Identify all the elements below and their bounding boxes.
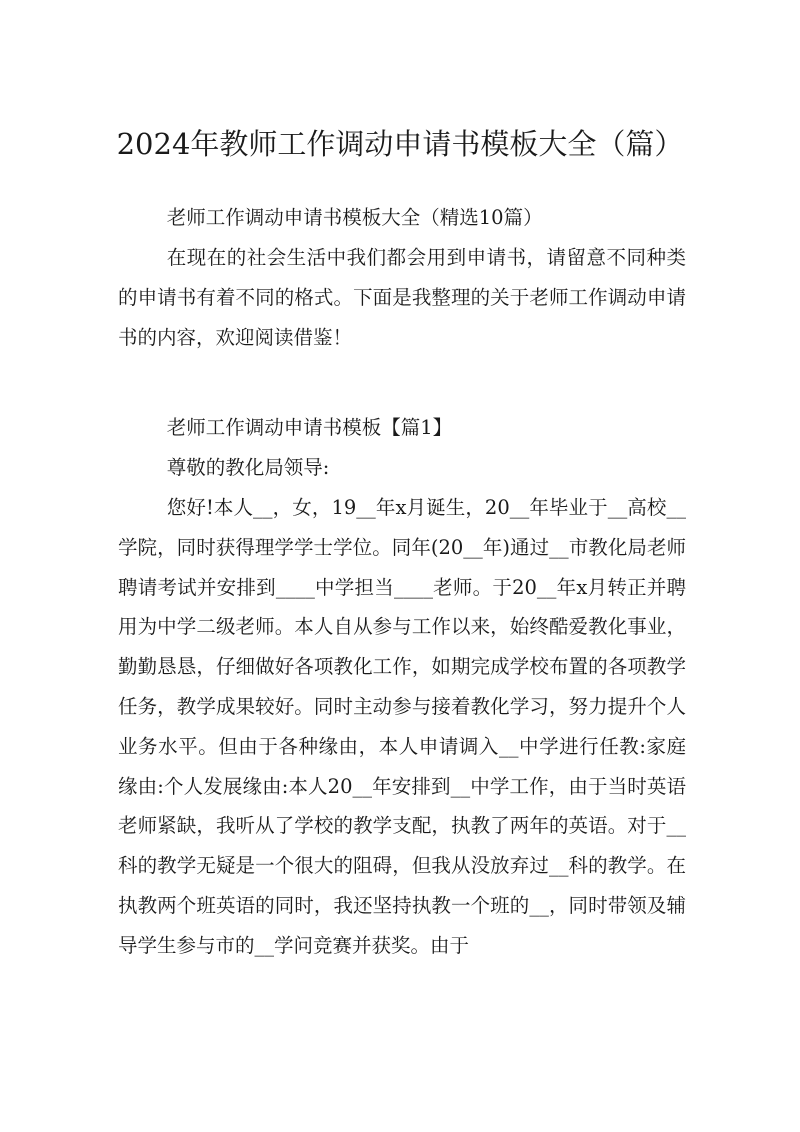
intro-paragraph: 在现在的社会生活中我们都会用到申请书，请留意不同种类的申请书有着不同的格式。下面是我整理的关于老师工作调动申请书的内容，欢迎阅读借鉴！ xyxy=(118,246,686,349)
document-title: 2024年教师工作调动申请书模板大全（篇） xyxy=(116,127,684,161)
salutation: 尊敬的教化局领导: xyxy=(166,456,330,479)
body-paragraph: 您好!本人__，女，19__年x月诞生，20__年毕业于__高校__学院，同时获得理学学士学位。同年(20__年)通过__市教化局老师聘请考试并安排到____中学担当____老师。于20__年x月转正并聘用为中学二级老师。本人自从参与工作以来，始终酷爱教化事业，勤勤恳恳，仔细做好各项教化工作，如期完成学校布置的各项教学任务，教学成果较好。同时主动参与接着教化学习，努力提升个人业务水平。但由于各种缘由，本人申请调入__中学进行任教:家庭缘由:个人发展缘由:本人20__年安排到__中学工作，由于当时英语老师紧缺，我听从了学校的教学支配，执教了两年的英语。对于__科的教学无疑是一个很大的阻碍，但我从没放弃过__科的教学。在执教两个班英语的同时，我还坚持执教一个班的__，同时带领及辅导学生参与市的__学问竞赛并获奖。由于 xyxy=(118,496,686,957)
section-heading: 老师工作调动申请书模板【篇1】 xyxy=(166,416,453,439)
document-subtitle: 老师工作调动申请书模板大全（精选10篇） xyxy=(166,206,543,229)
